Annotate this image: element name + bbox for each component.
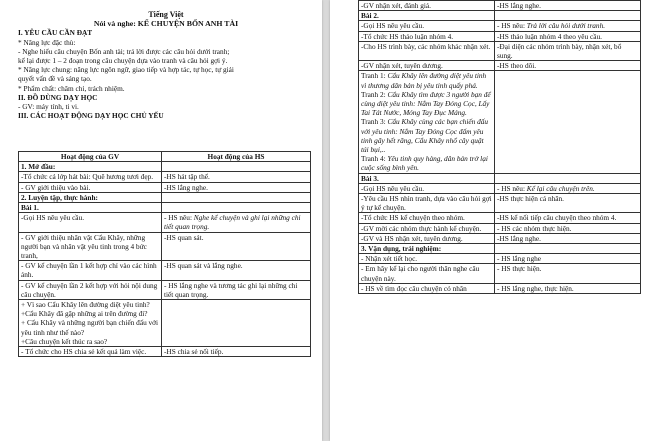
table-row: [359, 1, 641, 11]
hs-cell-prefix: - HS nêu:: [164, 213, 194, 223]
hs-cell-italic: Trả lời câu hỏi dưới tranh.: [526, 21, 606, 31]
gv-cell: Bài 1.: [19, 203, 162, 213]
gv-cell: - GV giới thiệu nhân vật Cẩu Khây, những người bạn và nhân vật yêu tinh trong 4 bức tranh,: [19, 232, 162, 261]
table-row: [359, 233, 641, 243]
hs-cell: [495, 244, 641, 254]
gv-cell: [359, 71, 495, 173]
gv-cell: -GV và HS nhận xét, tuyên dương.: [359, 233, 495, 243]
hs-cell: -HS lắng nghe.: [162, 182, 311, 192]
story-label: Tranh 4:: [361, 154, 388, 164]
hs-cell: [495, 21, 641, 31]
gv-cell: 3. Vận dụng, trải nghiệm:: [359, 244, 495, 254]
story-text: Cẩu Khây lên đường diệt yêu tinh vì thương dân bản bị yêu tinh quấy phá.: [361, 71, 487, 90]
story-paragraph: [361, 117, 492, 154]
gv-cell: -Tổ chức cả lớp hát bài: Quê hương tươi đẹp.: [19, 172, 162, 182]
hs-cell-prefix: - HS nêu:: [497, 183, 527, 193]
table-row: [19, 347, 311, 357]
hs-cell: -HS thực hiện cá nhân.: [495, 194, 641, 213]
table-row: [359, 213, 641, 223]
table-row: [359, 244, 641, 254]
hs-cell-prefix: - HS nêu:: [497, 21, 527, 31]
hs-cell: [162, 203, 311, 213]
section-heading-2: II. ĐỒ DÙNG DẠY HỌC: [18, 92, 98, 102]
story-label: Tranh 2:: [361, 89, 388, 99]
table-row: [359, 61, 641, 71]
table-row: [19, 232, 311, 261]
activity-table-left: [18, 151, 311, 357]
table-row: [359, 264, 641, 283]
gv-cell: - GV kể chuyện lần 2 kết hợp với hỏi nội dung câu chuyện.: [19, 280, 162, 299]
paragraph: - GV: máy tính, ti vi.: [18, 102, 79, 112]
hs-cell: [162, 162, 311, 172]
hs-cell: [495, 183, 641, 193]
gv-cell: -Gọi HS nêu yêu cầu.: [19, 213, 162, 232]
hs-cell: - HS lắng nghe và tương tác ghi lại những chi tiết quan trọng.: [162, 280, 311, 299]
gv-cell: - HS về tìm đọc câu chuyện có nhân: [359, 283, 495, 293]
table-row: [359, 194, 641, 213]
paragraph: * Phẩm chất: chăm chỉ, trách nhiệm.: [18, 83, 125, 93]
table-row: [19, 261, 311, 280]
hs-cell: [495, 11, 641, 21]
hs-cell: [162, 300, 311, 347]
table-row: [359, 41, 641, 60]
hs-cell: -HS quan sát.: [162, 232, 311, 261]
gv-cell: - GV giới thiệu vào bài.: [19, 182, 162, 192]
gv-cell: -Gọi HS nêu yêu cầu.: [359, 183, 495, 193]
activity-table-right: [358, 0, 641, 294]
gv-cell: -Yêu cầu HS nhìn tranh, dựa vào câu hỏi gợi ý tự kể chuyện.: [359, 194, 495, 213]
gv-cell: -GV nhận xét, đánh giá.: [359, 1, 495, 11]
paragraph: kể lại được 1 – 2 đoạn trong câu chuyện dựa vào tranh và câu hỏi gợi ý.: [18, 56, 228, 66]
story-text: Cẩu Khây cùng các bạn chiến đấu với yêu tinh: Nắm Tay Đóng Cọc đấm yêu tinh gãy hết răng, Cẩu Khây nhổ cây quật túi bụi,..: [361, 117, 489, 155]
table-row: [359, 183, 641, 193]
hs-cell-italic: Kể lại câu chuyện trên.: [526, 183, 595, 193]
hs-cell: - HS lắng nghe, thực hiện.: [495, 283, 641, 293]
hs-cell: -Đại diện các nhóm trình bày, nhận xét, bổ sung.: [495, 41, 641, 60]
gv-cell: - Nhận xét tiết học.: [359, 254, 495, 264]
table-row: [359, 31, 641, 41]
hs-cell: -HS hát tập thể.: [162, 172, 311, 182]
table-row: [19, 203, 311, 213]
gv-cell: -GV nhận xét, tuyên dương.: [359, 61, 495, 71]
hs-cell: [162, 192, 311, 202]
hs-cell: -HS quan sát và lắng nghe.: [162, 261, 311, 280]
gv-cell: - GV kể chuyện lần 1 kết hợp chỉ vào các hình ảnh.: [19, 261, 162, 280]
hs-cell: -HS lắng nghe.: [495, 233, 641, 243]
table-row: [19, 192, 311, 202]
hs-cell: - HS lắng nghe: [495, 254, 641, 264]
gv-cell: - Em hãy kể lại cho người thân nghe câu chuyện này.: [359, 264, 495, 283]
gv-cell: -GV mời các nhóm thực hành kể chuyện.: [359, 223, 495, 233]
gv-cell: -Tổ chức HS kể chuyện theo nhóm.: [359, 213, 495, 223]
table-row: [359, 254, 641, 264]
subject-label: Tiếng Việt: [148, 10, 184, 19]
table-row: [359, 283, 641, 293]
hs-cell-italic: Nghe kể chuyện và ghi lại những chi tiết quan trọng.: [164, 213, 301, 232]
lesson-title: Nói và nghe: KỂ CHUYỆN BỐN ANH TÀI: [93, 19, 239, 29]
gv-cell: -Cho HS trình bày, các nhóm khác nhận xét.: [359, 41, 495, 60]
column-header-hs: Hoạt động của HS: [162, 152, 311, 162]
table-row: [19, 213, 311, 232]
gv-cell: + Vì sao Cẩu Khây lên đường diệt yêu tinh? +Cẩu Khây đã gặp những ai trên đường đi? + Cẩu Khây và những người bạn chiến đấu với yêu tinh như thế nào? +Câu chuyện kết thúc ra sao?: [19, 300, 162, 347]
table-row: [359, 21, 641, 31]
gv-cell: Bài 3.: [359, 173, 495, 183]
hs-cell: [162, 213, 311, 232]
story-paragraph: [361, 90, 492, 118]
hs-cell: -HS thảo luận nhóm 4 theo yêu cầu.: [495, 31, 641, 41]
paragraph: * Năng lực chung: năng lực ngôn ngữ, giao tiếp và hợp tác, tự học, tự giải: [18, 65, 234, 75]
hs-cell: [495, 173, 641, 183]
story-text: Yêu tinh quy hàng, dân bản trở lại cuộc sống bình yên.: [361, 154, 488, 173]
story-paragraph: [361, 71, 492, 89]
hs-cell: -HS lắng nghe.: [495, 1, 641, 11]
document-page-right: [330, 0, 650, 441]
hs-cell: -HS kể nối tiếp câu chuyện theo nhóm 4.: [495, 213, 641, 223]
gv-cell: -Tổ chức HS thảo luận nhóm 4.: [359, 31, 495, 41]
story-label: Tranh 1:: [361, 71, 388, 81]
gv-cell: -Gọi HS nêu yêu cầu.: [359, 21, 495, 31]
paragraph: - Nghe hiểu câu chuyện Bốn anh tài; trả lời được các câu hỏi dưới tranh;: [18, 46, 230, 56]
hs-cell: -HS theo dõi.: [495, 61, 641, 71]
story-label: Tranh 3:: [361, 117, 388, 127]
table-row: [359, 11, 641, 21]
story-text: Cẩu Khây tìm được 3 người bạn để cùng diệt yêu tinh: Nắm Tay Đóng Cọc, Lấy Tai Tát Nước, Móng Tay Đục Máng.: [361, 89, 491, 118]
paragraph: * Năng lực đặc thù:: [18, 37, 76, 47]
gv-cell: Bài 2.: [359, 11, 495, 21]
table-row: [19, 280, 311, 299]
table-row: [19, 172, 311, 182]
document-page-left: [0, 0, 322, 441]
gv-cell: 1. Mở đầu:: [19, 162, 162, 172]
section-heading-3: III. CÁC HOẠT ĐỘNG DẠY HỌC CHỦ YẾU: [18, 111, 164, 121]
hs-cell: - HS các nhóm thực hiện.: [495, 223, 641, 233]
gv-cell: 2. Luyện tập, thực hành:: [19, 192, 162, 202]
table-row: [359, 173, 641, 183]
table-row: [19, 162, 311, 172]
hs-cell: - HS thực hiện.: [495, 264, 641, 283]
hs-cell: -HS chia sẻ nối tiếp.: [162, 347, 311, 357]
section-heading-1: I. YÊU CẦU CẦN ĐẠT: [18, 28, 93, 38]
gv-cell: - Tổ chức cho HS chia sẻ kết quả làm việc.: [19, 347, 162, 357]
table-row: [359, 71, 641, 173]
story-paragraph: [361, 154, 492, 172]
table-row: [19, 300, 311, 347]
column-header-gv: Hoạt động của GV: [19, 152, 162, 162]
table-row: [359, 223, 641, 233]
hs-cell: [495, 71, 641, 173]
paragraph: quyết vấn đề và sáng tạo.: [18, 74, 92, 84]
table-row: [19, 182, 311, 192]
